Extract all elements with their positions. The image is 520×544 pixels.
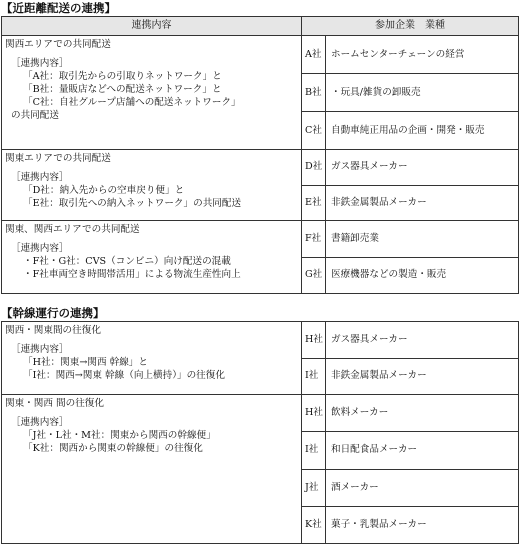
group-cell	[2, 395, 302, 544]
company-industry: 書籍卸売業	[325, 221, 379, 257]
company-industry: ホームセンターチェーンの経営	[325, 36, 464, 73]
company-industry: 和日配食品メーカー	[325, 432, 417, 468]
company-industry: 飲料メーカー	[325, 395, 388, 431]
detail-head: ［連携内容］	[11, 344, 69, 355]
header-participants: 参加企業 業種	[302, 17, 519, 36]
company-name: D社	[305, 161, 323, 173]
company-row	[302, 507, 518, 543]
company-row	[302, 186, 518, 221]
detail-head: ［連携内容］	[11, 58, 69, 69]
company-name: I社	[305, 444, 319, 456]
group-title: 関西エリアでの共同配送	[5, 39, 111, 50]
section1-table	[1, 16, 519, 294]
detail-line: 「E社：取引先への納入ネットワーク」の共同配送	[23, 198, 242, 209]
company-cell	[302, 322, 519, 395]
company-industry: 酒メーカー	[325, 470, 379, 506]
detail-line: ・F社・G社：CVS（コンビニ）向け配送の混載	[23, 256, 231, 267]
company-row	[302, 322, 518, 359]
company-cell	[302, 150, 519, 221]
company-industry: ガス器具メーカー	[325, 150, 408, 185]
company-cell	[302, 221, 519, 294]
group-title: 関東、関西エリアでの共同配送	[5, 224, 140, 235]
detail-tail: の共同配送	[11, 110, 59, 121]
company-name: H社	[305, 333, 323, 345]
detail-line: 「B社：量販店などへの配送ネットワーク」と	[23, 84, 222, 95]
company-name: K社	[305, 518, 322, 530]
company-industry: 自動車純正用品の企画・開発・販売	[325, 112, 485, 149]
company-name: A社	[305, 48, 322, 60]
section2-title: 【幹線運行の連携】	[1, 306, 105, 320]
company-row	[302, 432, 518, 469]
company-industry: 非鉄金属製品メーカー	[325, 359, 427, 395]
detail-head: ［連携内容］	[11, 417, 69, 428]
detail-line: 「I社：関西→関東 幹線（向上横持）」の往復化	[23, 370, 225, 381]
group-title: 関東エリアでの共同配送	[5, 153, 111, 164]
company-row	[302, 36, 518, 74]
company-name: H社	[305, 407, 323, 419]
company-industry: 医療機器などの製造・販売	[325, 258, 446, 294]
company-row	[302, 74, 518, 112]
detail-line: ・F社車両空き時間帯活用」による物流生産性向上	[23, 269, 241, 280]
detail-head: ［連携内容］	[11, 243, 69, 254]
detail-line: 「J社・L社・M社：関東から関西の幹線便」	[23, 430, 216, 441]
company-row	[302, 359, 518, 395]
company-row	[302, 221, 518, 258]
company-name: E社	[305, 196, 322, 208]
header-collab-content: 連携内容	[2, 17, 302, 36]
group-title: 関東・関西 間の往復化	[5, 398, 104, 409]
detail-line: 「K社：関西から関東の幹線便」の往復化	[23, 443, 203, 454]
group-title: 関西・関東間の往復化	[5, 325, 101, 336]
detail-line: 「H社：関東→関西 幹線」と	[23, 357, 148, 368]
company-name: I社	[305, 370, 319, 382]
company-name: B社	[305, 86, 322, 98]
group-cell	[2, 221, 302, 294]
section2-table	[1, 321, 519, 544]
group-cell	[2, 322, 302, 395]
company-row	[302, 395, 518, 432]
company-name: J社	[305, 481, 319, 493]
company-name: G社	[305, 269, 323, 281]
company-name: F社	[305, 232, 322, 244]
detail-line: 「A社：取引先からの引取りネットワーク」と	[23, 71, 222, 82]
company-industry: ・玩具/雑貨の卸販売	[325, 74, 421, 111]
detail-head: ［連携内容］	[11, 172, 69, 183]
company-industry: ガス器具メーカー	[325, 322, 408, 358]
detail-line: 「C社：自社グループ店舗への配送ネットワーク」	[23, 97, 241, 108]
company-row	[302, 470, 518, 507]
company-industry: 非鉄金属製品メーカー	[325, 186, 427, 221]
company-row	[302, 258, 518, 294]
company-industry: 菓子・乳製品メーカー	[325, 507, 427, 543]
section1-title: 【近距離配送の連携】	[1, 1, 116, 15]
company-cell	[302, 36, 519, 150]
group-cell	[2, 36, 302, 150]
company-row	[302, 112, 518, 149]
detail-line: 「D社：納入先からの空車戻り便」と	[23, 185, 185, 196]
company-row	[302, 150, 518, 186]
company-name: C社	[305, 124, 322, 136]
group-cell	[2, 150, 302, 221]
company-cell	[302, 395, 519, 544]
